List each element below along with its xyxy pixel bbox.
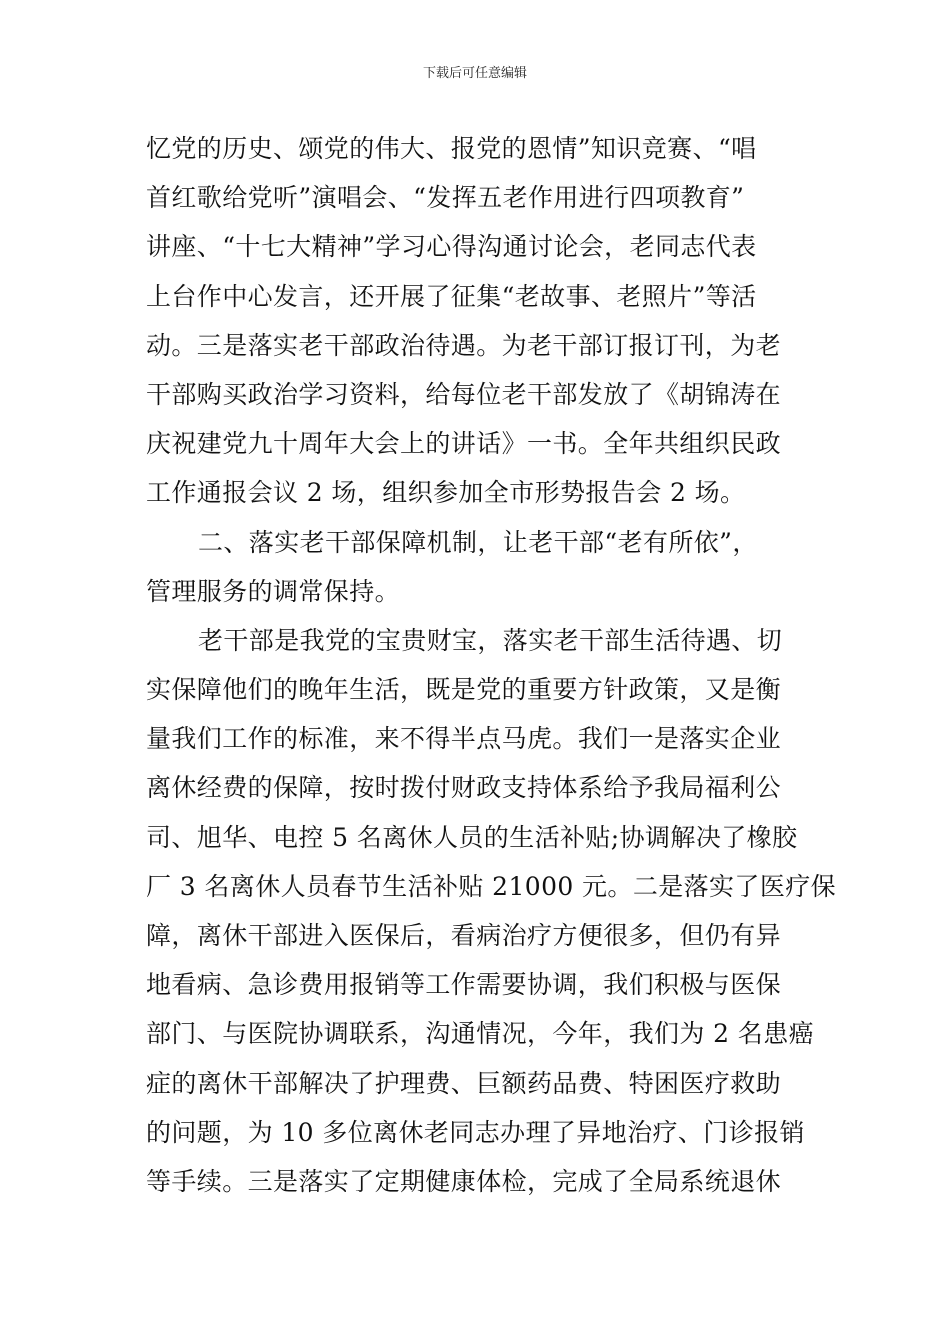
text-line: 讲座、“十七大精神”学习心得沟通讨论会，老同志代表 bbox=[146, 232, 757, 262]
text-line: 的问题，为 10 多位离休老同志办理了异地治疗、门诊报销 bbox=[146, 1117, 805, 1147]
text-line: 地看病、急诊费用报销等工作需要协调，我们积极与医保 bbox=[146, 970, 782, 1000]
text-line: 部门、与医院协调联系，沟通情况，今年，我们为 2 名患癌 bbox=[146, 1019, 815, 1049]
text-line: 动。三是落实老干部政治待遇。为老干部订报订刊，为老 bbox=[146, 330, 782, 360]
text-line: 工作通报会议 2 场，组织参加全市形势报告会 2 场。 bbox=[146, 478, 746, 508]
text-line: 症的离休干部解决了护理费、巨额药品费、特困医疗救助 bbox=[146, 1068, 782, 1098]
section-heading-line: 二、落实老干部保障机制，让老干部“老有所依”， bbox=[198, 527, 758, 557]
text-line: 厂 3 名离休人员春节生活补贴 21000 元。二是落实了医疗保 bbox=[146, 871, 837, 901]
text-line: 上台作中心发言，还开展了征集“老故事、老照片”等活 bbox=[146, 281, 757, 311]
document-body bbox=[146, 124, 837, 1206]
text-line: 首红歌给党听”演唱会、“发挥五老作用进行四项教育” bbox=[146, 183, 745, 213]
text-line: 实保障他们的晚年生活，既是党的重要方针政策，又是衡 bbox=[146, 675, 782, 705]
section-heading-line: 管理服务的调常保持。 bbox=[146, 576, 401, 606]
text-line: 忆党的历史、颂党的伟大、报党的恩情”知识竞赛、“唱 bbox=[146, 134, 757, 163]
text-line: 离休经费的保障，按时拨付财政支持体系给予我局福利公 bbox=[146, 773, 782, 803]
text-line: 庆祝建党九十周年大会上的讲话》一书。全年共组织民政 bbox=[146, 429, 782, 459]
text-line: 干部购买政治学习资料，给每位老干部发放了《胡锦涛在 bbox=[146, 379, 782, 409]
text-line: 障，离休干部进入医保后，看病治疗方便很多，但仍有异 bbox=[146, 921, 782, 950]
text-line: 量我们工作的标准，来不得半点马虎。我们一是落实企业 bbox=[146, 724, 782, 754]
paragraph-start-line: 老干部是我党的宝贵财宝，落实老干部生活待遇、切 bbox=[198, 625, 783, 655]
page-header: 下载后可任意编辑 bbox=[422, 66, 527, 81]
text-line: 司、旭华、电控 5 名离休人员的生活补贴;协调解决了橡胶 bbox=[146, 822, 798, 852]
text-line: 等手续。三是落实了定期健康体检，完成了全局系统退休 bbox=[146, 1166, 782, 1196]
